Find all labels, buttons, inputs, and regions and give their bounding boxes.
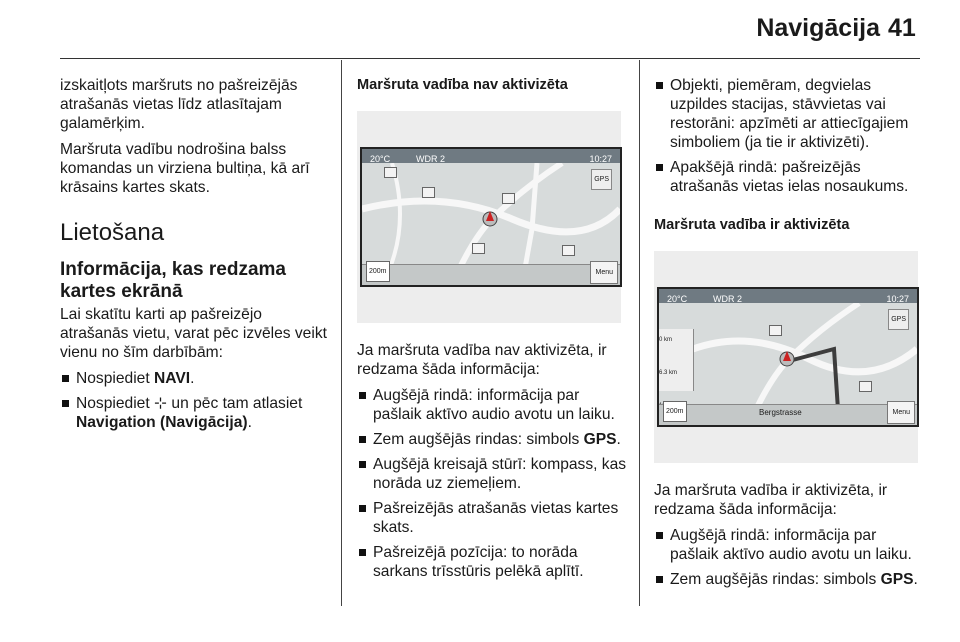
bullet-square-icon: [359, 436, 366, 443]
column-divider: [341, 60, 342, 606]
gps-indicator: GPS: [591, 169, 612, 190]
key-name: NAVI: [154, 370, 191, 387]
poi-icon: [859, 381, 872, 392]
bullet-item: Pašreizējā pozīcija: to norāda sarkans trīsstūris pelēkā aplītī.: [357, 543, 627, 581]
poi-icon: [769, 325, 782, 336]
column-2: [357, 76, 627, 587]
poi-icon: [562, 245, 575, 256]
bullet-square-icon: [359, 392, 366, 399]
map-screenshot-inactive: [357, 111, 621, 323]
bullet-square-icon: [62, 400, 69, 407]
map-screen: [657, 287, 919, 427]
bullet-item: Augšējā rindā: informācija par pašlaik aktīvo audio avotu un laiku.: [654, 526, 924, 564]
bullet-square-icon: [656, 164, 663, 171]
paragraph: Maršruta vadību nodrošina balss komandas un virziena bultiņa, kā arī krāsains kartes skats.: [60, 141, 310, 196]
poi-icon: [472, 243, 485, 254]
bullet-square-icon: [359, 549, 366, 556]
bullet-square-icon: [359, 461, 366, 468]
bullet-item: Augšējā kreisajā stūrī: kompass, kas norāda uz ziemeļiem.: [357, 455, 627, 493]
menu-button: Menu: [887, 401, 915, 424]
header-rule: [60, 58, 920, 59]
bullet-square-icon: [656, 532, 663, 539]
poi-icon: [502, 193, 515, 204]
page-number: 41: [888, 14, 916, 42]
paragraph: Lai skatītu karti ap pašreizējo atrašanās vietu, varat pēc izvēles veikt vienu no šīm darbībām:: [60, 306, 327, 361]
bullet-item: Augšējā rindā: informācija par pašlaik aktīvo audio avotu un laiku.: [357, 386, 627, 424]
bullet-item: Nospiediet NAVI.: [60, 369, 328, 388]
menu-item-name: Navigation (Navigācija): [76, 414, 248, 431]
poi-icon: [422, 187, 435, 198]
page-header-title: Navigācija: [756, 14, 880, 42]
column-divider: [639, 60, 640, 606]
bullet-square-icon: [359, 505, 366, 512]
navigation-button-icon: ⊹: [154, 395, 168, 412]
map-scale: 200m: [663, 401, 687, 422]
bullet-item: Zem augšējās rindas: simbols GPS.: [654, 570, 924, 589]
gps-indicator: GPS: [888, 309, 909, 330]
menu-button: Menu: [590, 261, 618, 284]
bullet-item: Zem augšējās rindas: simbols GPS.: [357, 430, 627, 449]
map-bottom-bar: [659, 404, 917, 425]
column-3: [654, 76, 924, 595]
map-status-bar: 20°C WDR 2 10:27: [659, 289, 917, 303]
column-1: [60, 76, 328, 438]
section-heading: Lietošana: [60, 219, 165, 246]
paragraph: izskaitļots maršruts no pašreizējās atrašanās vietas līdz atlasītajam galamērķim.: [60, 77, 298, 132]
section-heading: Maršruta vadība nav aktivizēta: [357, 77, 568, 93]
bullet-square-icon: [62, 375, 69, 382]
map-bottom-bar: [362, 264, 620, 285]
section-heading: Maršruta vadība ir aktivizēta: [654, 217, 850, 233]
guidance-panel: 0 km 6.3 km: [659, 329, 694, 391]
map-status-bar: 20°C WDR 2 10:27: [362, 149, 620, 163]
subsection-heading: Informācija, kas redzama kartes ekrānā: [60, 259, 286, 302]
bullet-item: Pašreizējās atrašanās vietas kartes skats.: [357, 499, 627, 537]
map-screen: [360, 147, 622, 287]
bullet-square-icon: [656, 82, 663, 89]
bullet-square-icon: [656, 576, 663, 583]
map-scale: 200m: [366, 261, 390, 282]
paragraph: Ja maršruta vadība nav aktivizēta, ir redzama šāda informācija:: [357, 342, 607, 378]
street-name: Bergstrasse: [759, 408, 802, 417]
map-screenshot-active: [654, 251, 918, 463]
bullet-item: Objekti, piemēram, degvielas uzpildes stacijas, stāvvietas vai restorāni: apzīmēti ar attiecīgajiem simboliem (ja tie ir aktivizēti).: [654, 76, 924, 152]
paragraph: Ja maršruta vadība ir aktivizēta, ir redzama šāda informācija:: [654, 482, 888, 518]
bullet-item: Apakšējā rindā: pašreizējās atrašanās vietas ielas nosaukums.: [654, 158, 924, 196]
bullet-item: Nospiediet ⊹ un pēc tam atlasiet Navigation (Navigācija).: [60, 394, 328, 432]
